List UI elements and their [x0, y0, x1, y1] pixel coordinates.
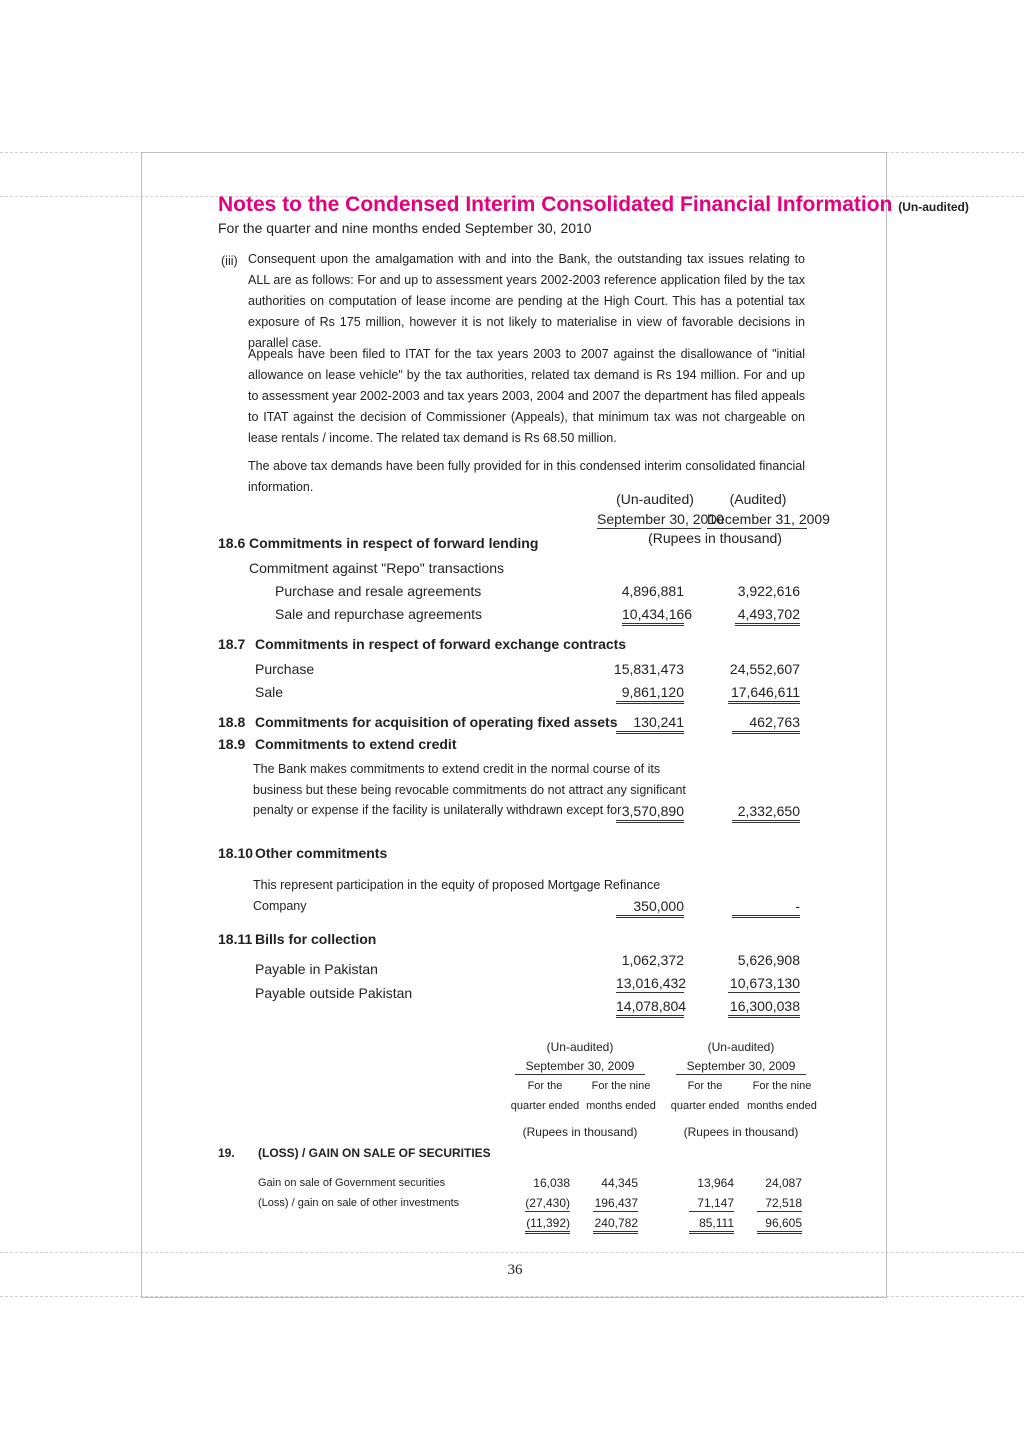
section-18-6-subheading: Commitment against "Repo" transactions — [249, 560, 505, 576]
group1-unit: (Rupees in thousand) — [522, 1125, 638, 1139]
col-c-header-2: quarter ended — [670, 1100, 740, 1112]
col-b-header-2: months ended — [586, 1100, 656, 1112]
page-header — [218, 193, 969, 217]
row-value-col1: 4,896,881 — [621, 583, 684, 599]
row-value-a: 16,038 — [533, 1176, 570, 1190]
row-label: Purchase — [255, 661, 315, 677]
row-value-col2: 17,646,611 — [728, 684, 800, 704]
total-value-b: 240,782 — [593, 1216, 638, 1234]
group2-date: September 30, 2009 — [676, 1059, 806, 1075]
col2-status: (Audited) — [729, 491, 787, 507]
section-18-8-title: Commitments for acquisition of operating fixed assets — [255, 714, 618, 730]
page-number: 36 — [507, 1262, 523, 1278]
note-iii-paragraph-1: Consequent upon the amalgamation with and into the Bank, the outstanding tax issues relating to ALL are as follows: For and up to assessment years 2002-2003 reference application filed by the tax authorities on computation of lease income are pending at the High Court. This has a potential tax exposure of Rs 175 million, however it is not likely to materialise in view of favorable decisions in parallel case. — [248, 252, 805, 350]
row-value-c: 13,964 — [697, 1176, 734, 1190]
col-d-header-2: months ended — [747, 1100, 817, 1112]
page-title-suffix: (Un-audited) — [898, 200, 969, 214]
section-18-10-value-col1: 350,000 — [616, 898, 684, 918]
total-value-a: (11,392) — [525, 1216, 570, 1234]
row-label: Purchase and resale agreements — [275, 583, 482, 599]
row-value-col1: 1,062,372 — [621, 952, 684, 968]
row-value-col2: 24,552,607 — [729, 661, 800, 677]
col-c-header-1: For the — [687, 1080, 723, 1092]
section-18-6-title: Commitments in respect of forward lending — [249, 535, 539, 551]
section-18-10-text-line-1: This represent participation in the equity of proposed Mortgage Refinance — [253, 878, 661, 892]
row-value-col1: 15,831,473 — [613, 661, 684, 677]
section-18-9-text-line-1: The Bank makes commitments to extend credit in the normal course of its — [253, 762, 661, 776]
row-value-col1: 13,016,432 — [616, 975, 687, 991]
total-value-c: 85,111 — [689, 1216, 734, 1234]
note-iii-paragraph-2: Appeals have been filed to ITAT for the tax years 2003 to 2007 against the disallowance of "initial allowance on lease vehicle" by the tax authorities, related tax demand is Rs 194 million. For and up to assessment year 2002-2003 and tax years 2003, 2004 and 2007 the department has filed appeals to ITAT against the decision of Commissioner (Appeals), that minimum tax was not chargeable on lease rentals / income. The related tax demand is Rs 68.50 million. — [248, 347, 805, 445]
row-value-col1: 10,434,166 — [622, 606, 684, 626]
section-18-9-text-line-3: penalty or expense if the facility is unilaterally withdrawn except for — [253, 803, 622, 817]
page-subtitle: For the quarter and nine months ended September 30, 2010 — [218, 220, 592, 236]
total-value-d: 96,605 — [757, 1216, 802, 1234]
section-18-9-number: 18.9 — [218, 736, 246, 752]
section-18-11-total-col1: 14,078,804 — [616, 998, 684, 1018]
col-a-header-1: For the — [527, 1080, 563, 1092]
row-label: Sale and repurchase agreements — [275, 606, 483, 622]
section-18-10-number: 18.10 — [218, 845, 254, 861]
col-d-header-1: For the nine — [752, 1080, 812, 1092]
page-title: Notes to the Condensed Interim Consolidated Financial Information — [218, 193, 893, 216]
row-value-c: 71,147 — [689, 1196, 734, 1212]
note-iii-paragraph-3: The above tax demands have been fully provided for in this condensed interim consolidated financial information. — [248, 459, 805, 494]
column-unit: (Rupees in thousand) — [648, 530, 782, 546]
row-value-col2: 5,626,908 — [737, 952, 800, 968]
section-18-10-value-col2: - — [732, 898, 800, 918]
col1-date: September 30, 2010 — [597, 511, 724, 527]
row-value-b: 44,345 — [601, 1176, 638, 1190]
row-label: (Loss) / gain on sale of other investments — [258, 1197, 460, 1209]
group1-date: September 30, 2009 — [515, 1059, 645, 1075]
col-b-header-1: For the nine — [591, 1080, 651, 1092]
section-18-11-number: 18.11 — [218, 931, 253, 947]
group1-status: (Un-audited) — [546, 1040, 614, 1054]
section-18-8-value-col1: 130,241 — [616, 714, 684, 734]
row-value-b: 196,437 — [594, 1196, 638, 1210]
section-18-9-value-col2: 2,332,650 — [732, 803, 800, 823]
col-a-header-2: quarter ended — [510, 1100, 580, 1112]
group2-unit: (Rupees in thousand) — [683, 1125, 799, 1139]
section-18-9-value-col1: 3,570,890 — [616, 803, 684, 823]
row-value-col2: 3,922,616 — [737, 583, 800, 599]
section-18-9-title: Commitments to extend credit — [255, 736, 457, 752]
section-18-9-text-line-2: business but these being revocable commitments do not attract any significant — [253, 783, 686, 797]
section-19-number: 19. — [218, 1146, 235, 1160]
section-18-11-title: Bills for collection — [255, 931, 377, 947]
row-label: Sale — [255, 684, 284, 700]
row-label: Payable outside Pakistan — [255, 985, 413, 1001]
row-value-col1: 9,861,120 — [616, 684, 684, 704]
row-value-col2: 10,673,130 — [729, 975, 800, 991]
note-iii-marker: (iii) — [221, 254, 238, 268]
row-label: Gain on sale of Government securities — [258, 1177, 446, 1189]
section-18-10-title: Other commitments — [255, 845, 388, 861]
row-value-d: 72,518 — [757, 1196, 802, 1212]
section-18-7-number: 18.7 — [218, 636, 246, 652]
row-value-d: 24,087 — [765, 1176, 802, 1190]
section-18-6-number: 18.6 — [218, 535, 246, 551]
row-label: Payable in Pakistan — [255, 961, 378, 977]
section-18-10-text-line-2: Company — [253, 899, 307, 913]
col1-status: (Un-audited) — [616, 491, 694, 507]
col2-date: December 31, 2009 — [707, 511, 830, 527]
section-18-8-value-col2: 462,763 — [732, 714, 800, 734]
section-18-11-total-col2: 16,300,038 — [728, 998, 800, 1018]
section-19-title: (LOSS) / GAIN ON SALE OF SECURITIES — [258, 1146, 491, 1160]
group2-status: (Un-audited) — [707, 1040, 775, 1054]
section-18-7-title: Commitments in respect of forward exchange contracts — [255, 636, 627, 652]
section-18-8-number: 18.8 — [218, 714, 246, 730]
row-value-col2: 4,493,702 — [735, 606, 800, 626]
row-value-a: (27,430) — [525, 1196, 570, 1210]
